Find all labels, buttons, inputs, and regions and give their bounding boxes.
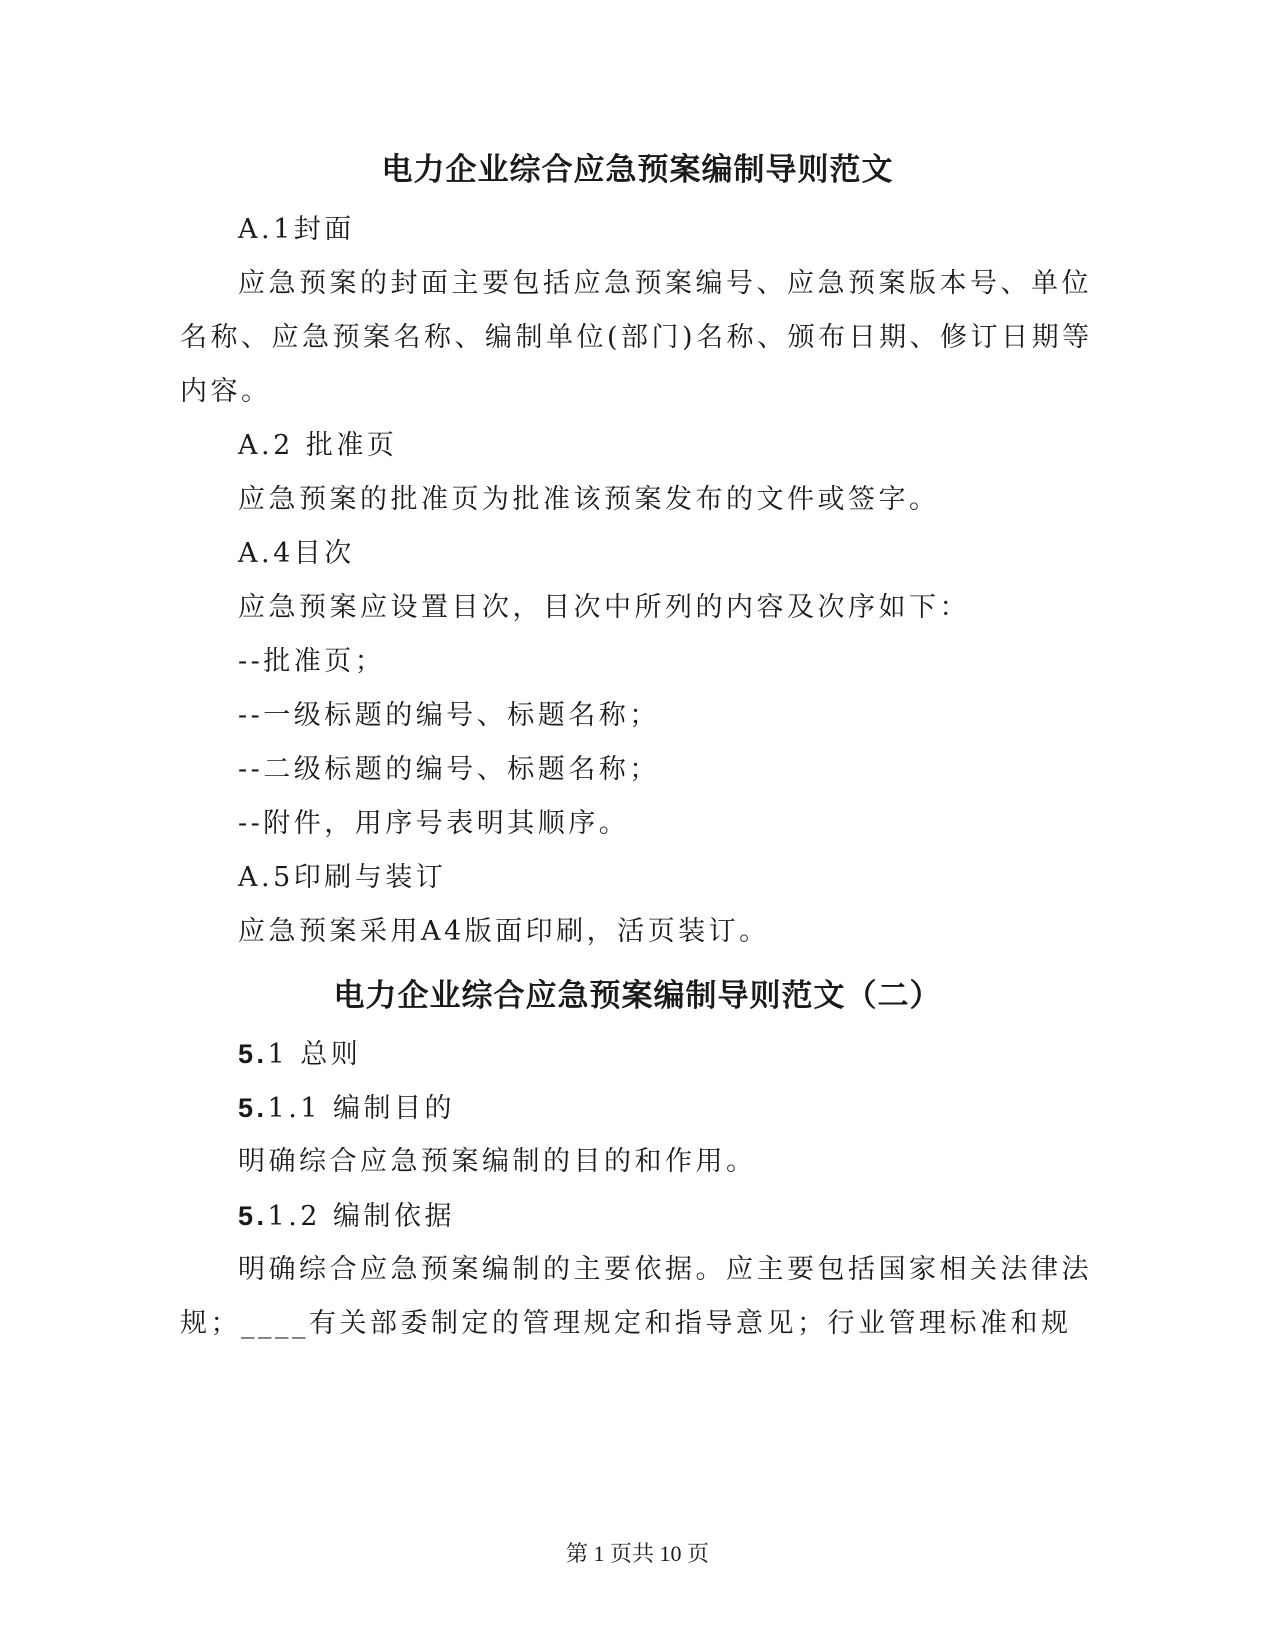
section-a1-paragraph-line2: 名称、应急预案名称、编制单位(部门)名称、颁布日期、修订日期等 [180,322,1093,353]
section-a2-paragraph: 应急预案的批准页为批准该预案发布的文件或签字。 [238,484,940,515]
heading-5-1-1-number: 5. [238,1093,268,1123]
section-a5-paragraph: 应急预案采用A4版面印刷，活页装订。 [238,916,770,947]
section-a1-paragraph-line3: 内容。 [180,376,272,407]
document-title-second: 电力企业综合应急预案编制导则范文（二） [333,978,942,1014]
list-item: --附件，用序号表明其顺序。 [238,808,630,839]
section-a4-paragraph: 应急预案应设置目次，目次中所列的内容及次序如下： [238,592,970,623]
paragraph-5-1-2-line1: 明确综合应急预案编制的主要依据。应主要包括国家相关法律法 [238,1254,1092,1285]
document-title: 电力企业综合应急预案编制导则范文 [381,152,894,188]
page-number-footer: 第 1 页共 10 页 [565,1541,709,1566]
list-item: --批准页； [238,646,386,677]
section-a1-paragraph-line1: 应急预案的封面主要包括应急预案编号、应急预案版本号、单位 [238,268,1092,299]
heading-5-1-2-text: 1.2 编制依据 [267,1201,456,1232]
paragraph-5-1-1: 明确综合应急预案编制的目的和作用。 [238,1146,757,1177]
section-a2-heading: A.2 批准页 [238,430,398,461]
heading-5-1-1 [238,1090,455,1127]
heading-5-1-2-number: 5. [238,1201,268,1231]
list-item: --一级标题的编号、标题名称； [238,700,660,731]
heading-5-1-1-text: 1.1 编制目的 [267,1093,456,1124]
list-item: --二级标题的编号、标题名称； [238,754,660,785]
heading-5-1 [238,1036,361,1073]
section-a4-heading: A.4目次 [238,538,355,569]
paragraph-5-1-2-line2: 规；____有关部委制定的管理规定和指导意见；行业管理标准和规 [180,1308,1072,1339]
heading-5-1-text: 1 总则 [267,1039,362,1070]
heading-5-1-number: 5. [238,1039,268,1069]
heading-5-1-2 [238,1198,455,1235]
section-a1-heading: A.1封面 [238,214,355,245]
section-a5-heading: A.5印刷与装订 [238,862,447,893]
